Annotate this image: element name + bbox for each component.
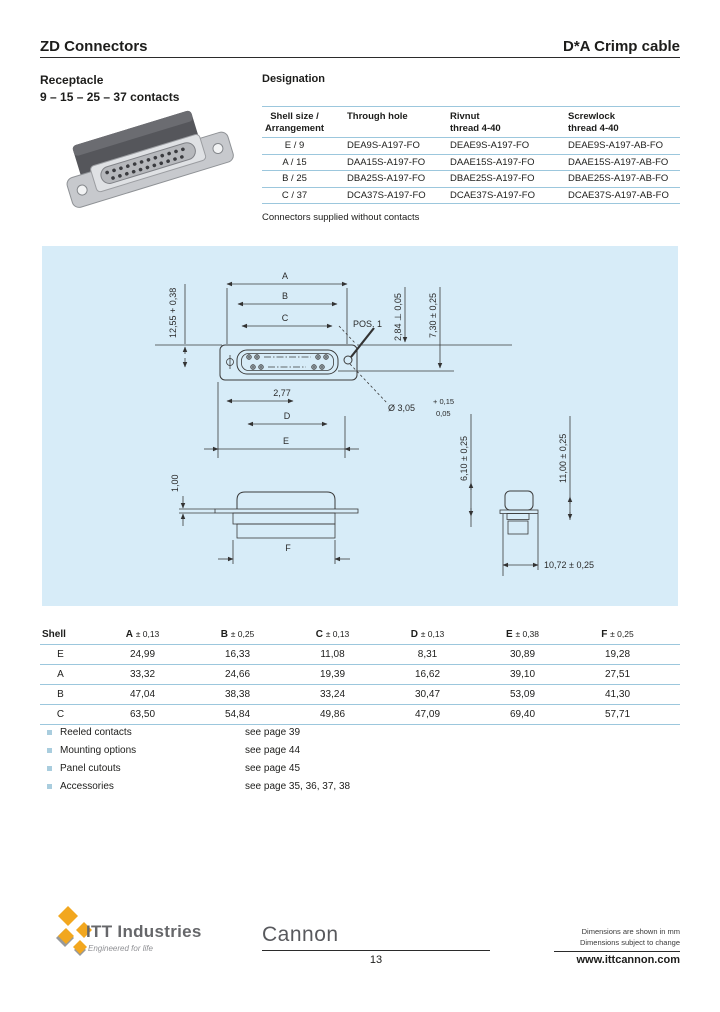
cell-shell: A / 15	[282, 156, 307, 168]
hole-tol-plus: + 0,15	[433, 397, 455, 406]
shell-dimension-table	[40, 624, 680, 725]
table-row	[40, 665, 680, 685]
cell-shell: B / 25	[282, 173, 307, 185]
website-link[interactable]: www.ittcannon.com	[576, 954, 680, 966]
reference-page: see page 45	[245, 763, 301, 774]
col-f-tol: ± 0,25	[610, 629, 634, 639]
cell-value: 33,32	[129, 669, 156, 680]
cell-screwlock: DAAE15S-A197-AB-FO	[568, 156, 669, 168]
dim-label-a: A	[281, 271, 289, 281]
dim-label-flange-height: 12,55 + 0,38	[168, 287, 178, 338]
col-screwlock-line2: thread 4-40	[568, 122, 619, 134]
designation-title: Designation	[262, 73, 325, 85]
page-title: ZD Connectors	[40, 38, 148, 55]
front-view	[220, 326, 388, 404]
dim-label-b: B	[281, 291, 289, 301]
bullet-square-icon	[47, 730, 52, 735]
bullet-square-icon	[47, 784, 52, 789]
reference-label: Panel cutouts	[60, 763, 121, 774]
cell-through-hole: DBA25S-A197-FO	[347, 173, 426, 185]
list-item	[40, 727, 540, 745]
col-e-tol: ± 0,38	[515, 629, 540, 639]
cell-shell: C / 37	[281, 189, 308, 201]
cell-shell: A	[57, 669, 64, 680]
cell-value: 19,39	[319, 669, 346, 680]
technical-drawing-panel	[42, 246, 678, 606]
reference-page: see page 39	[245, 727, 301, 738]
cell-value: 47,04	[129, 689, 156, 700]
dim-label-d: D	[283, 411, 291, 421]
reference-page: see page 44	[245, 745, 301, 756]
cell-value: 53,09	[509, 689, 536, 700]
header-rule	[40, 57, 680, 58]
pos1-hole	[344, 356, 352, 364]
cell-rivnut: DAAE15S-A197-FO	[450, 156, 535, 168]
dim-label-1072: 10,72 ± 0,25	[544, 560, 594, 570]
cell-value: 33,24	[319, 689, 346, 700]
cell-value: 24,66	[224, 669, 251, 680]
cell-shell: C	[56, 709, 65, 720]
cell-shell: E / 9	[284, 140, 305, 152]
reference-label: Mounting options	[60, 745, 137, 756]
cell-value: 63,50	[129, 709, 156, 720]
hole-diameter-label: Ø 3,05	[388, 403, 416, 413]
dim-label-1100: 11,00 ± 0,25	[558, 433, 568, 483]
col-shell-size-line1: Shell size /	[270, 111, 319, 122]
col-shell-size-line2: Arrangement	[264, 122, 325, 134]
product-type: Receptacle	[40, 73, 104, 87]
dimension-table-header	[40, 624, 680, 645]
cell-value: 57,71	[604, 709, 631, 720]
col-screwlock-line1: Screwlock	[568, 111, 615, 122]
itt-tagline: Engineered for life	[88, 944, 153, 953]
col-c-tol: ± 0,13	[325, 629, 350, 639]
dim-label-730: 7,30 ± 0,25	[428, 293, 438, 338]
cell-rivnut: DCAE37S-A197-FO	[450, 189, 536, 201]
table-row	[262, 171, 680, 188]
itt-industries-wordmark: ITT Industries	[86, 922, 202, 941]
dim-label-f: F	[285, 543, 291, 553]
supply-note: Connectors supplied without contacts	[262, 212, 420, 223]
cell-screwlock: DBAE25S-A197-AB-FO	[568, 173, 669, 185]
cell-value: 69,40	[509, 709, 536, 720]
col-c-letter: C	[315, 629, 323, 640]
col-through-hole: Through hole	[347, 111, 408, 122]
cell-value: 54,84	[224, 709, 251, 720]
cannon-brand: Cannon	[262, 923, 339, 946]
designation-table	[262, 106, 680, 204]
pos1-label: POS. 1	[353, 319, 383, 329]
list-item	[40, 763, 540, 781]
cell-value: 30,89	[509, 649, 536, 660]
cell-through-hole: DAA15S-A197-FO	[347, 156, 426, 168]
col-rivnut-line1: Rivnut	[450, 111, 480, 122]
dim-label-e: E	[282, 436, 290, 446]
cell-value: 27,51	[604, 669, 631, 680]
cell-value: 16,33	[224, 649, 251, 660]
page-subtitle: D*A Crimp cable	[563, 38, 680, 55]
col-e-letter: E	[505, 629, 513, 640]
cell-value: 41,30	[604, 689, 631, 700]
dim-lines-top	[227, 271, 382, 344]
cell-value: 8,31	[417, 649, 438, 660]
cell-rivnut: DBAE25S-A197-FO	[450, 173, 535, 185]
list-item	[40, 745, 540, 763]
cell-shell: B	[57, 689, 64, 700]
cell-rivnut: DEAE9S-A197-FO	[450, 140, 530, 152]
cell-value: 24,99	[129, 649, 156, 660]
col-rivnut-line2: thread 4-40	[450, 122, 501, 134]
end-view	[459, 414, 594, 576]
table-row	[40, 685, 680, 705]
col-b-tol: ± 0,25	[230, 629, 255, 639]
list-item	[40, 781, 540, 799]
col-b-letter: B	[220, 629, 228, 640]
cell-shell: E	[57, 649, 64, 660]
bullet-square-icon	[47, 766, 52, 771]
col-a-tol: ± 0,13	[135, 629, 160, 639]
dimensions-note-1: Dimensions are shown in mm	[581, 927, 680, 936]
cell-through-hole: DEA9S-A197-FO	[347, 140, 420, 152]
cell-screwlock: DCAE37S-A197-AB-FO	[568, 189, 669, 201]
dim-lines-bottom	[204, 382, 359, 458]
bullet-square-icon	[47, 748, 52, 753]
table-row	[40, 705, 680, 725]
table-row	[262, 188, 680, 205]
dim-label-c: C	[281, 313, 289, 323]
cell-value: 30,47	[414, 689, 441, 700]
col-shell: Shell	[42, 629, 66, 640]
cell-value: 39,10	[509, 669, 536, 680]
table-row	[262, 138, 680, 155]
hole-tol-minus: 0,05	[436, 409, 451, 418]
dim-label-610: 6,10 ± 0,25	[459, 436, 469, 481]
col-a-letter: A	[125, 629, 133, 640]
reference-label: Accessories	[60, 781, 114, 792]
dim-label-100: 1,00	[170, 474, 180, 492]
product-heading	[40, 72, 179, 106]
cell-value: 19,28	[604, 649, 631, 660]
contact-counts: 9 – 15 – 25 – 37 contacts	[40, 90, 180, 104]
col-d-letter: D	[410, 629, 418, 640]
dim-label-row-pitch: 2,84 ⊥ 0,05	[393, 293, 403, 341]
cell-value: 47,09	[414, 709, 441, 720]
receptacle-photo	[52, 104, 250, 234]
footer-rule-right	[554, 951, 680, 952]
dim-label-277: 2,77	[273, 388, 291, 398]
footer-rule-left	[262, 950, 490, 951]
dim-left	[155, 284, 222, 367]
cell-value: 16,62	[414, 669, 441, 680]
side-view	[170, 474, 358, 564]
footer-notes	[500, 926, 680, 948]
cell-through-hole: DCA37S-A197-FO	[347, 189, 426, 201]
col-f-letter: F	[601, 629, 608, 640]
page-number: 13	[369, 954, 383, 966]
technical-drawing	[42, 246, 678, 606]
reference-label: Reeled contacts	[60, 727, 132, 738]
cell-value: 38,38	[224, 689, 251, 700]
dimensions-note-2: Dimensions subject to change	[579, 938, 680, 947]
designation-table-header	[262, 106, 680, 138]
table-row	[40, 645, 680, 665]
reference-page: see page 35, 36, 37, 38	[245, 781, 351, 792]
table-row	[262, 155, 680, 172]
cell-value: 11,08	[320, 649, 345, 660]
dim-right	[338, 287, 512, 418]
cell-screwlock: DEAE9S-A197-AB-FO	[568, 140, 664, 152]
cell-value: 49,86	[319, 709, 346, 720]
reference-list	[40, 727, 540, 799]
col-d-tol: ± 0,13	[420, 629, 445, 639]
